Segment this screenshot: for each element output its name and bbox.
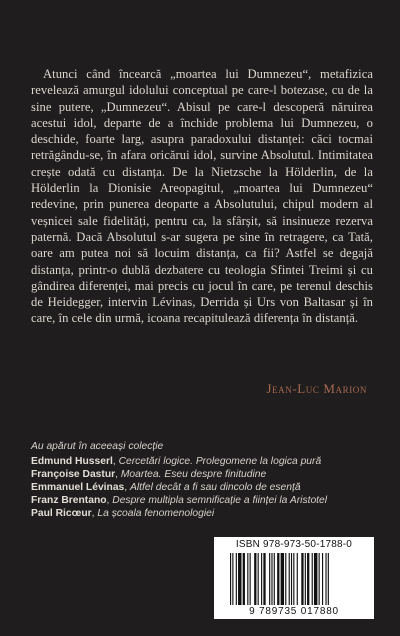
collection-item-author: Edmund Husserl (31, 455, 113, 467)
barcode-digits: 9 789735 017880 (249, 606, 339, 617)
collection-item-title: Despre multipla semnificație a ființei la Aristotel (112, 494, 328, 506)
collection-item: Edmund Husserl, Cercetări logice. Prolegomene la logica pură (31, 455, 322, 467)
collection-item-author: Françoise Dastur (31, 468, 116, 480)
isbn-label: ISBN 978-973-50-1788-0 (235, 539, 353, 550)
isbn-barcode (214, 537, 374, 619)
collection-item-title: Altfel decât a fi sau dincolo de esență (130, 481, 301, 493)
collection-item: Emmanuel Lévinas, Altfel decât a fi sau dincolo de esență (31, 481, 301, 493)
barcode-bars (228, 553, 360, 605)
back-cover-blurb: Atunci când încearcă „moartea lui Dumnezeu“, metafizica revelează amurgul idolului conceptual pe care-l botezase, cu de la sine putere, „Dumnezeu“. Abisul pe care-l descoperă năruirea acestui idol, departe de a închide problema lui Dumnezeu, o deschide, foarte larg, asupra paradoxului distanței: căci tocmai retrăgându-se, în afara oricărui idol, survine Absolutul. Intimitatea crește odată cu distanța. De la Nietzsche la Hölderlin, de la Hölderlin la Dionisie Areopagitul, „moartea lui Dumnezeu“ redevine, prin punerea deoparte a Absolutului, chipul modern al veșnicei sale fidelități, pentru ca, la sfârșit, să insinueze rezerva paternă. Dacă Absolutul s-ar sugera pe sine în retragere, ca Tată, oare am putea noi să locuim distanța, ca fii? Astfel se degajă distanța, printr-o dublă dezbatere cu teologia Sfintei Treimi și cu gândirea diferenței, mai precis cu jocul în care, pe terenul deschis de Heidegger, intervin Lévinas, Derrida și Urs von Baltasar și în care, în cele din urmă, icoana recapitulează diferența în distanță. (31, 67, 373, 326)
collection-item: Franz Brentano, Despre multipla semnificație a ființei la Aristotel (31, 494, 328, 506)
collection-heading: Au apărut în aceeași colecție (31, 441, 164, 452)
collection-item: Françoise Dastur, Moartea. Eseu despre finitudine (31, 468, 267, 480)
collection-item-title: Moartea. Eseu despre finitudine (120, 468, 267, 480)
collection-item-title: La școala fenomenologiei (97, 507, 215, 519)
collection-item-title: Cercetări logice. Prolegomene la logica pură (118, 455, 322, 467)
blurb-author: Jean-Luc Marion (266, 381, 367, 396)
collection-item-author: Emmanuel Lévinas (31, 481, 125, 493)
collection-list (31, 441, 376, 520)
collection-item: Paul Ricœur, La școala fenomenologiei (31, 507, 215, 519)
collection-item-author: Paul Ricœur (31, 507, 92, 519)
collection-item-author: Franz Brentano (31, 494, 107, 506)
